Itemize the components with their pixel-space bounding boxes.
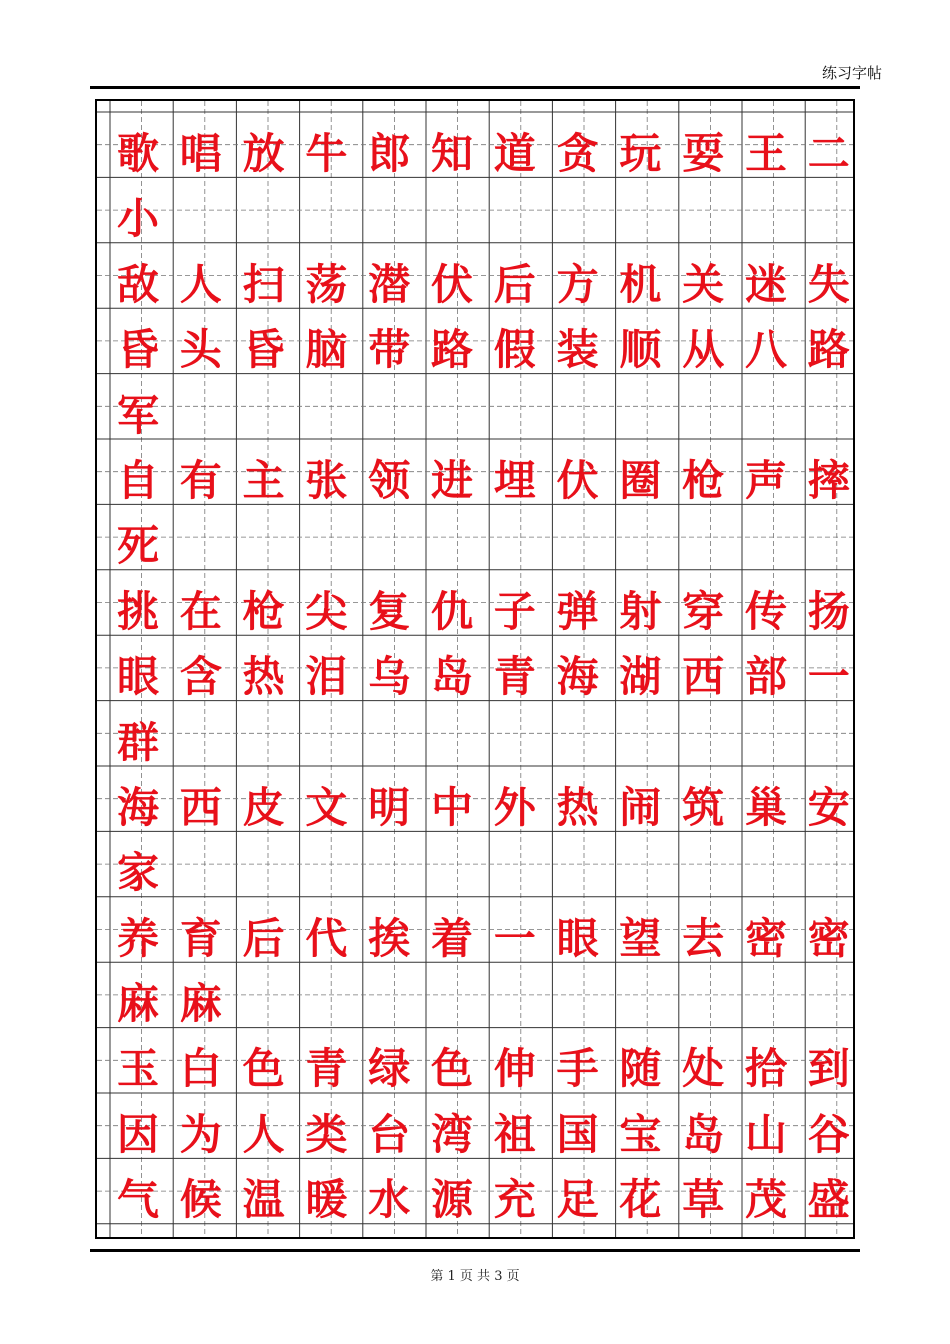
practice-line: 军 [117,390,180,440]
footer-rule [90,1249,860,1252]
practice-line: 玉白色青绿色伸手随处拾到 [117,1044,871,1094]
practice-line: 昏头昏脑带路假装顺从八路 [117,325,871,375]
practice-line: 死 [117,521,180,571]
practice-line: 海西皮文明中外热闹筑巢安 [117,782,871,832]
page-number: 第 1 页 共 3 页 [430,1269,520,1284]
practice-line: 家 [117,848,180,898]
practice-sheet [95,99,871,1239]
practice-line: 群 [117,717,180,767]
practice-line: 养育后代挨着一眼望去密密 [117,913,871,963]
practice-line: 小 [117,194,180,244]
header-label: 练习字帖 [821,64,882,82]
practice-line: 敌人扫荡潜伏后方机关迷失 [117,259,871,309]
practice-line: 麻麻 [117,979,243,1029]
practice-line: 挑在枪尖复仇子弹射穿传扬 [117,586,871,636]
practice-line: 因为人类台湾祖国宝岛山谷 [117,1109,871,1159]
practice-line: 自有主张领进埋伏圈枪声摔 [117,455,871,505]
practice-line: 气候温暖水源充足花草茂盛 [117,1175,871,1225]
practice-lines [117,121,871,1233]
header-rule [90,86,860,89]
practice-line: 眼含热泪乌岛青海湖西部一 [117,652,871,702]
practice-line: 歌唱放牛郎知道贪玩耍王二 [117,129,871,178]
